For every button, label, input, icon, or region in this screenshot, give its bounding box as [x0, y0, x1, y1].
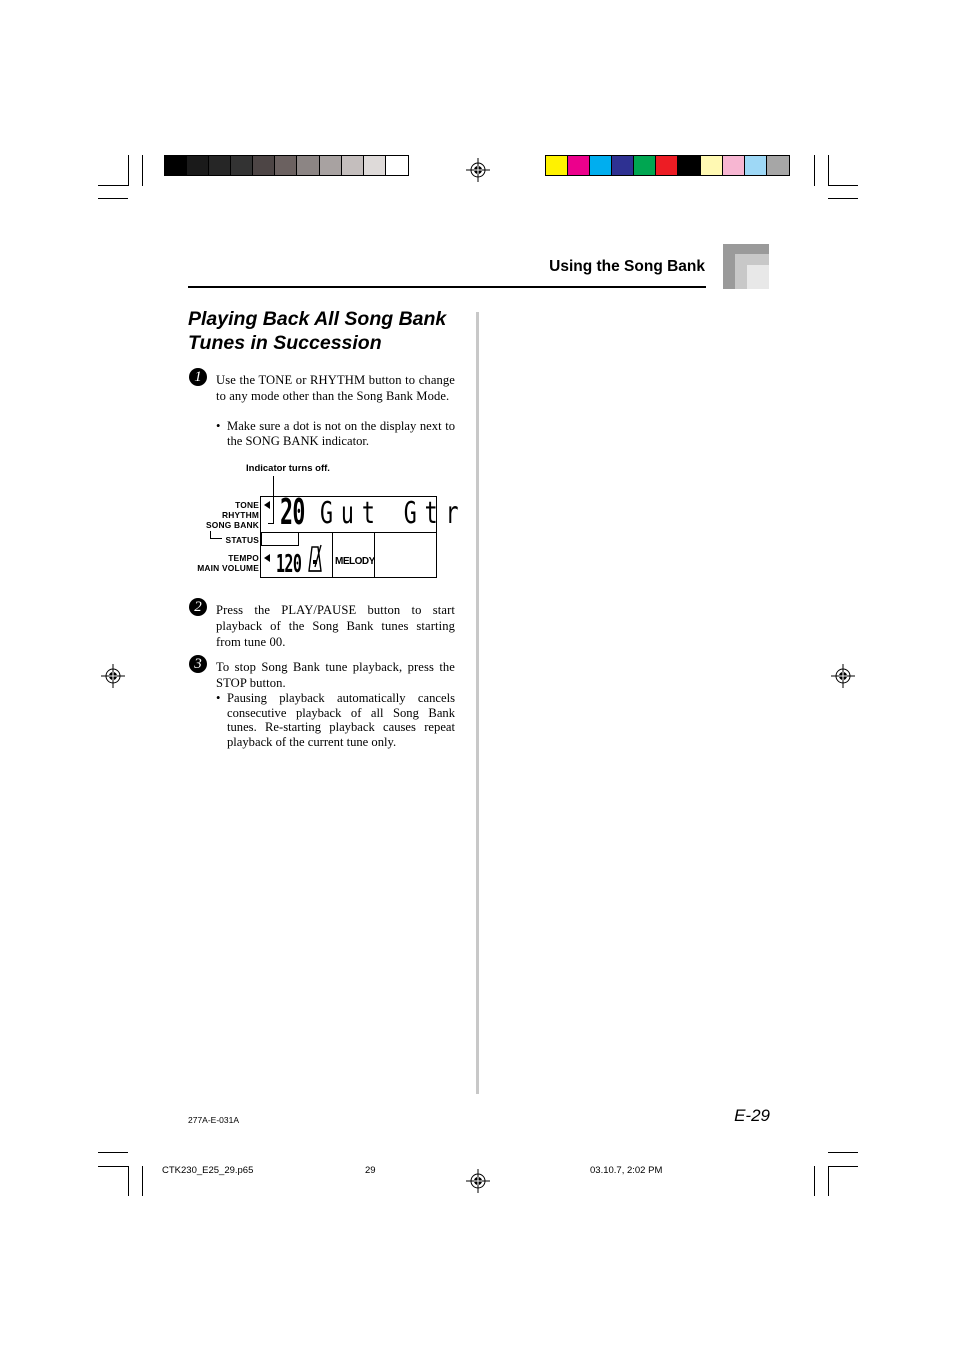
calibration-swatch [342, 156, 364, 175]
calibration-swatch [767, 156, 789, 175]
crop-mark [828, 155, 829, 186]
lcd-tone-number: 20 [280, 492, 305, 533]
page-number: E-29 [734, 1106, 770, 1125]
calibration-swatch [745, 156, 767, 175]
registration-mark-icon [831, 664, 855, 688]
step-number-badge: 1 [189, 368, 207, 386]
crop-mark [828, 1152, 858, 1153]
calibration-swatch [297, 156, 319, 175]
lcd-tone-name: Gut Gtr [320, 496, 467, 531]
registration-mark-icon [466, 158, 490, 182]
calibration-swatch [546, 156, 568, 175]
section-header-label: Using the Song Bank [549, 258, 705, 275]
chapter-tab-block [747, 265, 769, 289]
indicator-arrow-icon [264, 501, 270, 509]
indicator-label-song-bank: SONG BANK [206, 520, 259, 530]
crop-mark [828, 185, 858, 186]
indicator-label-status: STATUS [225, 535, 259, 545]
calibration-swatch [612, 156, 634, 175]
calibration-swatch [320, 156, 342, 175]
indicator-label-main-volume: MAIN VOLUME [197, 563, 259, 573]
lcd-divider [374, 532, 375, 578]
calibration-swatch [590, 156, 612, 175]
calibration-swatch [386, 156, 408, 175]
crop-mark [814, 155, 815, 186]
bullet-text: Make sure a dot is not on the display next to the SONG BANK indicator. [227, 419, 455, 448]
header-rule [188, 286, 706, 288]
indicator-label-rhythm: RHYTHM [221, 510, 259, 520]
lcd-mode-label: MELODY [335, 556, 375, 567]
bullet-text: Pausing playback automatically cancels consecutive playback of all Song Bank tunes. Re-starting playback causes repeat playback of the current tune only. [227, 691, 455, 750]
bullet-dot: • [216, 691, 221, 705]
step-number-badge: 3 [189, 655, 207, 673]
calibration-swatch [701, 156, 723, 175]
registration-mark-icon [101, 664, 125, 688]
crop-mark [98, 1166, 128, 1167]
file-name: CTK230_E25_29.p65 [162, 1165, 254, 1176]
calibration-swatch [634, 156, 656, 175]
calibration-swatch [165, 156, 187, 175]
crop-mark [98, 185, 128, 186]
step-text: Press the PLAY/PAUSE button to start playback of the Song Bank tunes starting from tune 00. [216, 603, 455, 649]
calibration-swatch [187, 156, 209, 175]
bullet-note [216, 691, 455, 750]
metronome-icon [305, 543, 325, 573]
crop-mark [828, 1166, 858, 1167]
step-number-badge: 2 [189, 598, 207, 616]
calibration-swatch [253, 156, 275, 175]
step-text: Use the TONE or RHYTHM button to change to any mode other than the Song Bank Mode. [216, 373, 455, 403]
lcd-tempo-value: 120 [276, 549, 302, 578]
crop-mark [128, 1166, 129, 1196]
calibration-swatch [231, 156, 253, 175]
crop-mark [814, 1166, 815, 1196]
calibration-swatch [364, 156, 386, 175]
crop-mark [98, 1152, 128, 1153]
page-title: Playing Back All Song Bank Tunes in Succession [188, 308, 447, 354]
callout-label: Indicator turns off. [246, 463, 330, 474]
crop-mark [828, 198, 858, 199]
print-date: 03.10.7, 2:02 PM [590, 1165, 663, 1176]
color-calibration-bar [545, 155, 790, 176]
calibration-swatch [678, 156, 700, 175]
step-text: To stop Song Bank tune playback, press the STOP button. [216, 660, 455, 690]
footer-page-number: 29 [365, 1165, 376, 1176]
bullet-note [216, 419, 455, 448]
calibration-swatch [723, 156, 745, 175]
calibration-swatch [209, 156, 231, 175]
registration-mark-icon [466, 1169, 490, 1193]
indicator-label-tempo: TEMPO [228, 553, 259, 563]
indicator-arrow-icon [264, 554, 270, 562]
crop-mark [98, 198, 128, 199]
crop-mark [142, 1166, 143, 1196]
bullet-dot: • [216, 419, 221, 433]
calibration-swatch [275, 156, 297, 175]
indicator-label-tone: TONE [235, 500, 259, 510]
column-divider [476, 312, 479, 1094]
calibration-swatch [568, 156, 590, 175]
grayscale-calibration-bar [164, 155, 409, 176]
crop-mark [828, 1166, 829, 1196]
lcd-divider [332, 532, 333, 578]
crop-mark [128, 155, 129, 186]
document-code: 277A-E-031A [188, 1115, 240, 1125]
calibration-swatch [656, 156, 678, 175]
crop-mark [142, 155, 143, 186]
